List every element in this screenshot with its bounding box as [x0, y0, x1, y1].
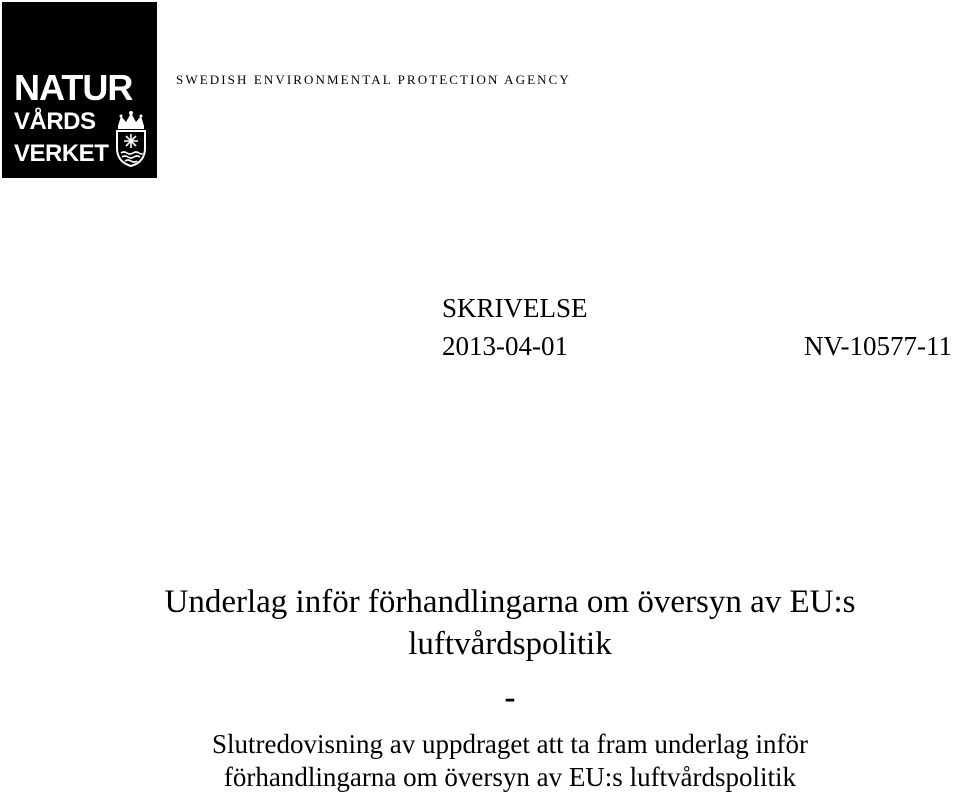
title-separator: -	[504, 680, 516, 716]
document-title-line-2: luftvårdspolitik	[408, 626, 612, 662]
swedish-crown-emblem-icon	[114, 110, 148, 168]
document-date: 2013-04-01	[442, 331, 568, 361]
logo-line-natur: NATUR	[14, 67, 133, 108]
document-type: SKRIVELSE	[442, 293, 588, 323]
document-title-line-1: Underlag inför förhandlingarna om översyn av EU:s	[164, 584, 856, 620]
logo-line-vards: VÅRDS	[14, 108, 96, 135]
document-reference: NV-10577-11	[804, 331, 952, 361]
document-subtitle-line-2: förhandlingarna om översyn av EU:s luftvårdspolitik	[223, 762, 797, 792]
agency-name: SWEDISH ENVIRONMENTAL PROTECTION AGENCY	[176, 72, 571, 87]
document-subtitle-line-1: Slutredovisning av uppdraget att ta fram underlag inför	[211, 729, 809, 759]
agency-logo	[2, 2, 157, 178]
logo-line-verket: VERKET	[14, 140, 109, 167]
